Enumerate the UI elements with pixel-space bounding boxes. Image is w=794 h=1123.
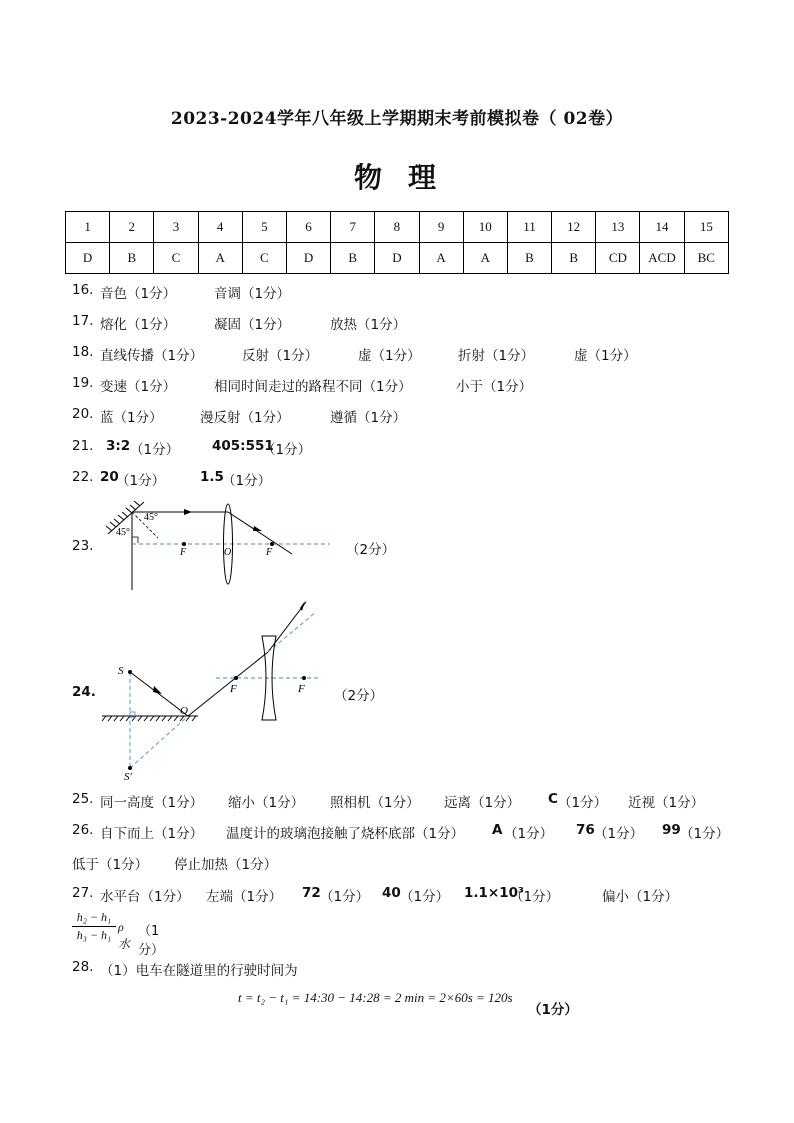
- reflected-ray: [188, 652, 268, 716]
- answer-score: （1分）: [680, 826, 730, 842]
- table-cell: C: [154, 243, 198, 274]
- answer-text: 熔化（1分）: [100, 317, 177, 333]
- table-cell: A: [419, 243, 463, 274]
- table-cell: 14: [640, 212, 684, 243]
- answer-text: 漫反射（1分）: [200, 410, 290, 426]
- answer-score: （1分）: [138, 924, 165, 958]
- incidence-point-label: O: [180, 705, 188, 717]
- answer-value: 1.1×10³: [464, 885, 524, 901]
- answer-value: C: [548, 791, 558, 807]
- fraction-bar: [72, 926, 116, 927]
- answer-text: 直线传播（1分）: [100, 348, 204, 364]
- table-cell: A: [463, 243, 507, 274]
- answer-text: 虚（1分）: [358, 348, 421, 364]
- image-label: S′: [124, 771, 132, 783]
- answer-score: （1分）: [116, 473, 166, 489]
- answer-text: 音色（1分）: [100, 286, 177, 302]
- table-cell: A: [198, 243, 242, 274]
- formula-text: t = t₂ − t₁ = 14:30 − 14:28 = 2 min = 2×60s = 120s: [238, 990, 513, 1005]
- focus-label: F: [298, 683, 305, 695]
- table-cell: 6: [286, 212, 330, 243]
- answer-text: 左端（1分）: [206, 889, 283, 905]
- angle-label: 45°: [144, 512, 158, 523]
- table-cell: 1: [66, 212, 110, 243]
- answer-text: 折射（1分）: [458, 348, 535, 364]
- answer-text: 音调（1分）: [214, 286, 291, 302]
- time-formula: [238, 990, 513, 1006]
- question-number: 21.: [72, 438, 94, 454]
- answer-text: 蓝（1分）: [100, 410, 163, 426]
- answer-value: 3:2: [106, 438, 131, 454]
- table-cell: D: [286, 243, 330, 274]
- answer-value: 40: [382, 885, 401, 901]
- table-cell: 12: [552, 212, 596, 243]
- answer-text: 反射（1分）: [242, 348, 319, 364]
- answer-score: （1分）: [400, 889, 450, 905]
- table-cell: 13: [596, 212, 640, 243]
- refracted-ray: [268, 602, 306, 652]
- table-cell: B: [507, 243, 551, 274]
- center-label: O: [224, 547, 232, 558]
- answer-score: （1分）: [130, 442, 180, 458]
- arrow-icon: [253, 526, 262, 531]
- image-ray-extension: [130, 716, 188, 768]
- answer-score: （1分）: [262, 442, 312, 458]
- right-angle-mark: [132, 537, 138, 543]
- answer-text: 远离（1分）: [444, 795, 521, 811]
- question-number: 25.: [72, 791, 94, 807]
- arrow-icon: [153, 686, 162, 694]
- question-number: 17.: [72, 313, 94, 329]
- answer-text: 低于（1分）: [72, 857, 149, 873]
- table-cell: BC: [684, 243, 728, 274]
- question-number: 20.: [72, 406, 94, 422]
- table-cell: B: [552, 243, 596, 274]
- table-cell: 11: [507, 212, 551, 243]
- table-cell: 15: [684, 212, 728, 243]
- focus-label: F: [230, 683, 237, 695]
- answer-text: 停止加热（1分）: [174, 857, 278, 873]
- question-number-23: 23.: [72, 538, 94, 554]
- table-cell: 7: [331, 212, 375, 243]
- answer-text: 凝固（1分）: [214, 317, 291, 333]
- table-cell: 10: [463, 212, 507, 243]
- answer-text: 温度计的玻璃泡接触了烧杯底部（1分）: [226, 826, 465, 842]
- answer-score: （1分）: [510, 889, 560, 905]
- focus-point: [270, 542, 274, 546]
- focus-point: [234, 676, 238, 680]
- answer-table: [65, 211, 729, 274]
- table-cell: 4: [198, 212, 242, 243]
- diagram-24: [98, 598, 322, 784]
- question-number: 22.: [72, 469, 94, 485]
- rho-water: ρ水: [118, 920, 131, 951]
- question-number: 26.: [72, 822, 94, 838]
- arrow-icon: [184, 509, 192, 515]
- answer-text: 小于（1分）: [456, 379, 533, 395]
- answer-value: 405:551: [212, 438, 274, 454]
- answer-text: 缩小（1分）: [228, 795, 305, 811]
- question-number: 19.: [72, 375, 94, 391]
- answer-table-numbers-row: [66, 212, 729, 243]
- refracted-ray: [228, 512, 292, 554]
- focus-label: F: [180, 547, 187, 558]
- answer-score: （2分）: [334, 688, 384, 704]
- answer-text: 偏小（1分）: [602, 889, 679, 905]
- answer-text: 照相机（1分）: [330, 795, 420, 811]
- page-title: 2023-2024学年八年级上学期期末考前模拟卷（ 02卷）: [170, 109, 624, 129]
- answer-text: （1）电车在隧道里的行驶时间为: [100, 963, 298, 979]
- answer-value: 1.5: [200, 469, 224, 485]
- source-point: [128, 670, 132, 674]
- answer-value: A: [492, 822, 503, 838]
- answer-score: （1分）: [528, 1002, 578, 1018]
- answer-text: 水平台（1分）: [100, 889, 190, 905]
- answer-text: 相同时间走过的路程不同（1分）: [214, 379, 412, 395]
- table-cell: 5: [242, 212, 286, 243]
- answer-value: 76: [576, 822, 595, 838]
- answer-value: 20: [100, 469, 119, 485]
- table-cell: B: [110, 243, 154, 274]
- answer-text: 变速（1分）: [100, 379, 177, 395]
- table-cell: CD: [596, 243, 640, 274]
- extension-line: [268, 612, 316, 652]
- angle-label: 45°: [116, 527, 130, 538]
- table-cell: ACD: [640, 243, 684, 274]
- table-cell: C: [242, 243, 286, 274]
- table-cell: 9: [419, 212, 463, 243]
- answer-score: （1分）: [504, 826, 554, 842]
- table-cell: D: [66, 243, 110, 274]
- answer-value: 72: [302, 885, 321, 901]
- answer-score: （1分）: [320, 889, 370, 905]
- answer-score: （2分）: [346, 542, 396, 558]
- table-cell: 2: [110, 212, 154, 243]
- focus-point: [182, 542, 186, 546]
- answer-text: 遵循（1分）: [330, 410, 407, 426]
- question-number: 28.: [72, 959, 94, 975]
- subject-title: 物理: [353, 161, 462, 194]
- focus-point: [302, 676, 306, 680]
- answer-text: 放热（1分）: [330, 317, 407, 333]
- answer-score: （1分）: [558, 795, 608, 811]
- fraction-denominator: h₃ − h₁: [76, 928, 112, 942]
- fraction-numerator: h₂ − h₁: [76, 910, 112, 924]
- answer-score: （1分）: [594, 826, 644, 842]
- answer-text: 同一高度（1分）: [100, 795, 204, 811]
- source-label: S: [118, 665, 124, 677]
- table-cell: B: [331, 243, 375, 274]
- table-cell: 8: [375, 212, 419, 243]
- diagram-23: [96, 500, 346, 594]
- table-cell: 3: [154, 212, 198, 243]
- question-number: 16.: [72, 282, 94, 298]
- answer-text: 自下而上（1分）: [100, 826, 204, 842]
- question-number-24: 24.: [72, 684, 96, 700]
- answer-text: 虚（1分）: [574, 348, 637, 364]
- focus-label: F: [266, 547, 273, 558]
- answer-text: 近视（1分）: [628, 795, 705, 811]
- answer-value: 99: [662, 822, 681, 838]
- question-number: 18.: [72, 344, 94, 360]
- table-cell: D: [375, 243, 419, 274]
- question-number: 27.: [72, 885, 94, 901]
- image-point: [128, 766, 132, 770]
- answer-score: （1分）: [222, 473, 272, 489]
- answer-table-answers-row: [66, 243, 729, 274]
